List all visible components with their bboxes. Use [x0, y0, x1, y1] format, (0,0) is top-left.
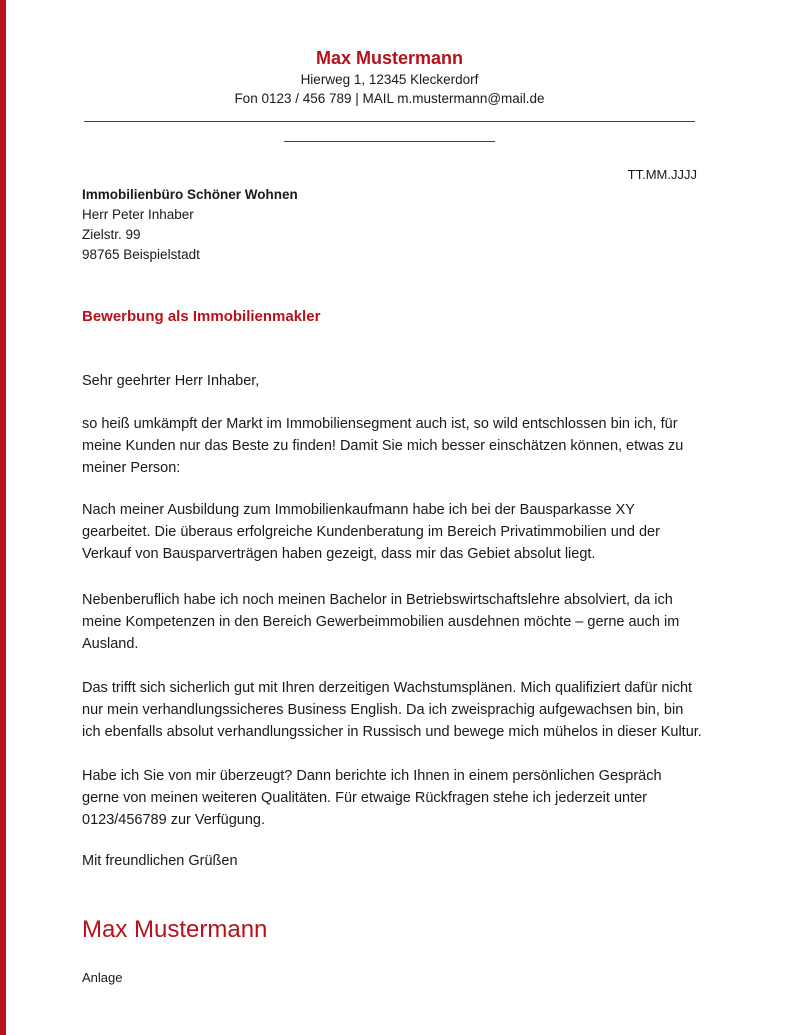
letter-subject: Bewerbung als Immobilienmakler	[82, 308, 321, 325]
salutation: Sehr geehrter Herr Inhaber,	[82, 373, 260, 389]
recipient-company: Immobilienbüro Schöner Wohnen	[82, 187, 298, 202]
sender-name: Max Mustermann	[315, 48, 464, 68]
body-paragraph: Nach meiner Ausbildung zum Immobilienkaufmann habe ich bei der Bausparkasse XY gearbeitet. Die überaus erfolgreiche Kundenberatung im Bereich Privatimmobilien und der Verkauf von Bausparverträgen haben gezeigt, dass mir das Gebiet absolut liegt.	[82, 502, 660, 562]
body-paragraph: Habe ich Sie von mir überzeugt? Dann berichte ich Ihnen in einem persönlichen Gespräch gerne von meinen weiteren Qualitäten. Für etwaige Rückfragen stehe ich jederzeit unter 0123/456789 zur Verfügung.	[82, 768, 662, 828]
sender-contact: Fon 0123 / 456 789 | MAIL m.mustermann@mail.de	[234, 91, 545, 106]
sender-address: Hierweg 1, 12345 Kleckerdorf	[300, 72, 479, 87]
attachment-note: Anlage	[82, 970, 123, 985]
header-divider-long	[84, 121, 695, 122]
letter-date: TT.MM.JJJJ	[627, 167, 697, 182]
body-paragraph: so heiß umkämpft der Markt im Immobiliensegment auch ist, so wild entschlossen bin ich, für meine Kunden nur das Beste zu finden! Damit Sie mich besser einschätzen können, etwas zu meiner Person:	[82, 416, 684, 476]
header-divider-short	[284, 141, 495, 142]
body-paragraph: Nebenberuflich habe ich noch meinen Bachelor in Betriebswirtschaftslehre absolviert, da ich meine Kompetenzen in den Bereich Gewerbeimmobilien ausdehnen möchte – gerne auch im Ausland.	[82, 592, 680, 652]
closing: Mit freundlichen Grüßen	[82, 853, 238, 869]
body-paragraph: Das trifft sich sicherlich gut mit Ihren derzeitigen Wachstumsplänen. Mich qualifiziert dafür nicht nur mein verhandlungssicheres Business English. Da ich zweisprachig aufgewachsen bin, bin ich ebenfalls absolut verhandlungssicher in Russisch und bewege mich mühelos in dieser Kultur.	[82, 680, 702, 740]
recipient-street: Zielstr. 99	[82, 227, 141, 242]
recipient-person: Herr Peter Inhaber	[82, 207, 194, 222]
signature-name: Max Mustermann	[82, 916, 268, 943]
accent-side-bar	[0, 0, 6, 1035]
recipient-city: 98765 Beispielstadt	[82, 247, 200, 262]
recipient-block	[82, 185, 298, 265]
